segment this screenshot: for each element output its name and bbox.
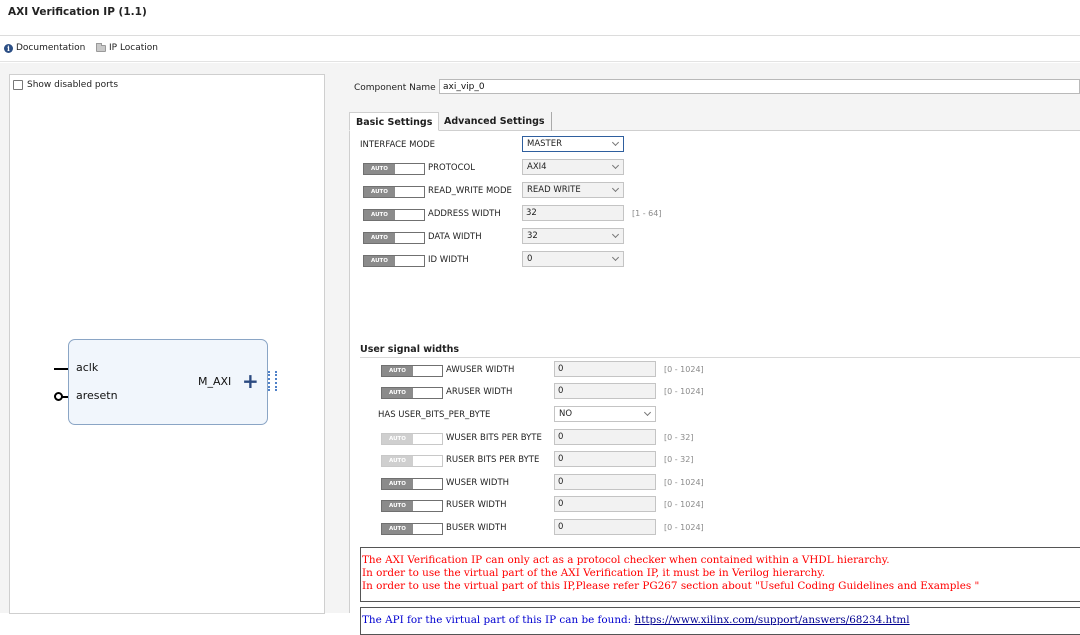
auto-knob: AUTO (382, 501, 413, 511)
component-name-input[interactable] (439, 79, 1080, 94)
wuser-bits-auto-toggle[interactable] (381, 433, 443, 445)
awuser-width-auto-toggle[interactable] (381, 365, 443, 377)
protocol-label: PROTOCOL (428, 163, 475, 173)
warning-message-box (360, 547, 1080, 602)
section-divider (360, 357, 1080, 358)
aruser-width-auto-toggle[interactable] (381, 387, 443, 399)
chevron-down-icon (612, 254, 619, 261)
warning-line-2: In order to use the virtual part of the AXI Verification IP, it must be in Verilog hierarchy. (362, 567, 826, 579)
basic-settings-panel (349, 131, 1080, 626)
ip-location-label: IP Location (109, 43, 159, 53)
interface-mode-label: INTERFACE MODE (360, 140, 436, 150)
wuser-width-label: WUSER WIDTH (446, 478, 510, 488)
aruser-width-label: ARUSER WIDTH (446, 387, 513, 397)
auto-knob: AUTO (364, 187, 395, 197)
interface-mode-value: MASTER (527, 139, 563, 149)
warning-line-1: The AXI Verification IP can only act as a protocol checker when contained within a VHDL hierarchy. (362, 554, 890, 566)
has-user-bits-dropdown[interactable] (554, 406, 656, 422)
id-width-dropdown[interactable] (522, 251, 624, 267)
read-write-mode-value: READ WRITE (527, 185, 581, 195)
ruser-width-range: [0 - 1024] (664, 500, 704, 509)
config-area (349, 63, 1080, 626)
data-width-auto-toggle[interactable] (363, 232, 425, 244)
auto-knob: AUTO (382, 388, 413, 398)
auto-knob: AUTO (364, 233, 395, 243)
show-disabled-ports-label: Show disabled ports (27, 80, 119, 90)
ruser-bits-label: RUSER BITS PER BYTE (446, 455, 540, 465)
read-write-mode-dropdown[interactable] (522, 182, 624, 198)
ruser-bits-auto-toggle[interactable] (381, 455, 443, 467)
protocol-auto-toggle[interactable] (363, 163, 425, 175)
auto-knob: AUTO (364, 210, 395, 220)
has-user-bits-label: HAS USER_BITS_PER_BYTE (378, 410, 491, 420)
data-width-label: DATA WIDTH (428, 232, 482, 242)
aruser-width-input[interactable] (554, 383, 656, 399)
show-disabled-ports-checkbox[interactable] (13, 80, 23, 90)
read-write-mode-label: READ_WRITE MODE (428, 186, 512, 196)
port-aclk: aclk (76, 361, 99, 374)
buser-width-auto-toggle[interactable] (381, 523, 443, 535)
wuser-bits-input[interactable] (554, 429, 656, 445)
ip-block[interactable] (68, 339, 268, 425)
awuser-width-label: AWUSER WIDTH (446, 365, 515, 375)
auto-knob: AUTO (382, 456, 413, 466)
id-width-auto-toggle[interactable] (363, 255, 425, 267)
info-icon: i (4, 44, 13, 53)
chevron-down-icon (612, 185, 619, 192)
tab-advanced-settings[interactable]: Advanced Settings (438, 112, 552, 131)
address-width-auto-toggle[interactable] (363, 209, 425, 221)
toolbar (0, 37, 1080, 62)
read-write-mode-auto-toggle[interactable] (363, 186, 425, 198)
chevron-down-icon (612, 162, 619, 169)
ruser-bits-range: [0 - 32] (664, 455, 694, 464)
warning-line-3: In order to use the virtual part of this IP,Please refer PG267 section about "Useful Coding Guidelines and Examples " (362, 580, 980, 592)
buser-width-label: BUSER WIDTH (446, 523, 507, 533)
protocol-dropdown[interactable] (522, 159, 624, 175)
ip-symbol-panel (9, 74, 325, 614)
id-width-label: ID WIDTH (428, 255, 469, 265)
auto-knob: AUTO (364, 256, 395, 266)
interface-dots-icon[interactable] (268, 371, 277, 391)
data-width-value: 32 (527, 231, 538, 241)
tab-basic-settings[interactable]: Basic Settings (349, 112, 439, 131)
ruser-bits-input[interactable] (554, 451, 656, 467)
ruser-width-label: RUSER WIDTH (446, 500, 507, 510)
component-name-label: Component Name (354, 83, 436, 93)
title-bar (0, 0, 1080, 36)
ruser-width-input[interactable] (554, 496, 656, 512)
wuser-bits-range: [0 - 32] (664, 433, 694, 442)
ruser-width-auto-toggle[interactable] (381, 500, 443, 512)
tab-bar (349, 110, 1080, 131)
wuser-width-auto-toggle[interactable] (381, 478, 443, 490)
address-width-range: [1 - 64] (632, 209, 662, 218)
auto-knob: AUTO (382, 434, 413, 444)
port-m-axi: M_AXI (198, 375, 232, 388)
main-area (0, 63, 1080, 626)
api-info-box (360, 607, 1080, 635)
awuser-width-input[interactable] (554, 361, 656, 377)
id-width-value: 0 (527, 254, 533, 264)
auto-knob: AUTO (382, 524, 413, 534)
aclk-pin (54, 368, 68, 370)
address-width-label: ADDRESS WIDTH (428, 209, 501, 219)
interface-mode-dropdown[interactable] (522, 136, 624, 152)
documentation-button[interactable] (4, 43, 85, 53)
protocol-value: AXI4 (527, 162, 547, 172)
chevron-down-icon (612, 139, 619, 146)
auto-knob: AUTO (364, 164, 395, 174)
user-signal-widths-title: User signal widths (360, 344, 460, 355)
folder-icon (96, 45, 106, 52)
api-info-text: The API for the virtual part of this IP can be found: (362, 614, 632, 626)
wuser-width-range: [0 - 1024] (664, 478, 704, 487)
wuser-width-input[interactable] (554, 474, 656, 490)
has-user-bits-value: NO (559, 409, 573, 419)
expand-plus-icon[interactable]: + (242, 369, 259, 393)
auto-knob: AUTO (382, 366, 413, 376)
documentation-label: Documentation (16, 43, 86, 53)
aresetn-pin-circle-icon (54, 392, 63, 401)
port-aresetn: aresetn (76, 389, 118, 402)
wuser-bits-label: WUSER BITS PER BYTE (446, 433, 542, 443)
address-width-input[interactable] (522, 205, 624, 221)
data-width-dropdown[interactable] (522, 228, 624, 244)
buser-width-range: [0 - 1024] (664, 523, 704, 532)
buser-width-input[interactable] (554, 519, 656, 535)
aruser-width-range: [0 - 1024] (664, 387, 704, 396)
auto-knob: AUTO (382, 479, 413, 489)
window-title: AXI Verification IP (1.1) (8, 6, 147, 18)
ip-location-button[interactable] (96, 43, 158, 53)
awuser-width-range: [0 - 1024] (664, 365, 704, 374)
chevron-down-icon (644, 409, 651, 416)
api-link[interactable]: https://www.xilinx.com/support/answers/68234.html (634, 614, 910, 626)
show-disabled-ports-toggle[interactable] (13, 80, 118, 90)
chevron-down-icon (612, 231, 619, 238)
